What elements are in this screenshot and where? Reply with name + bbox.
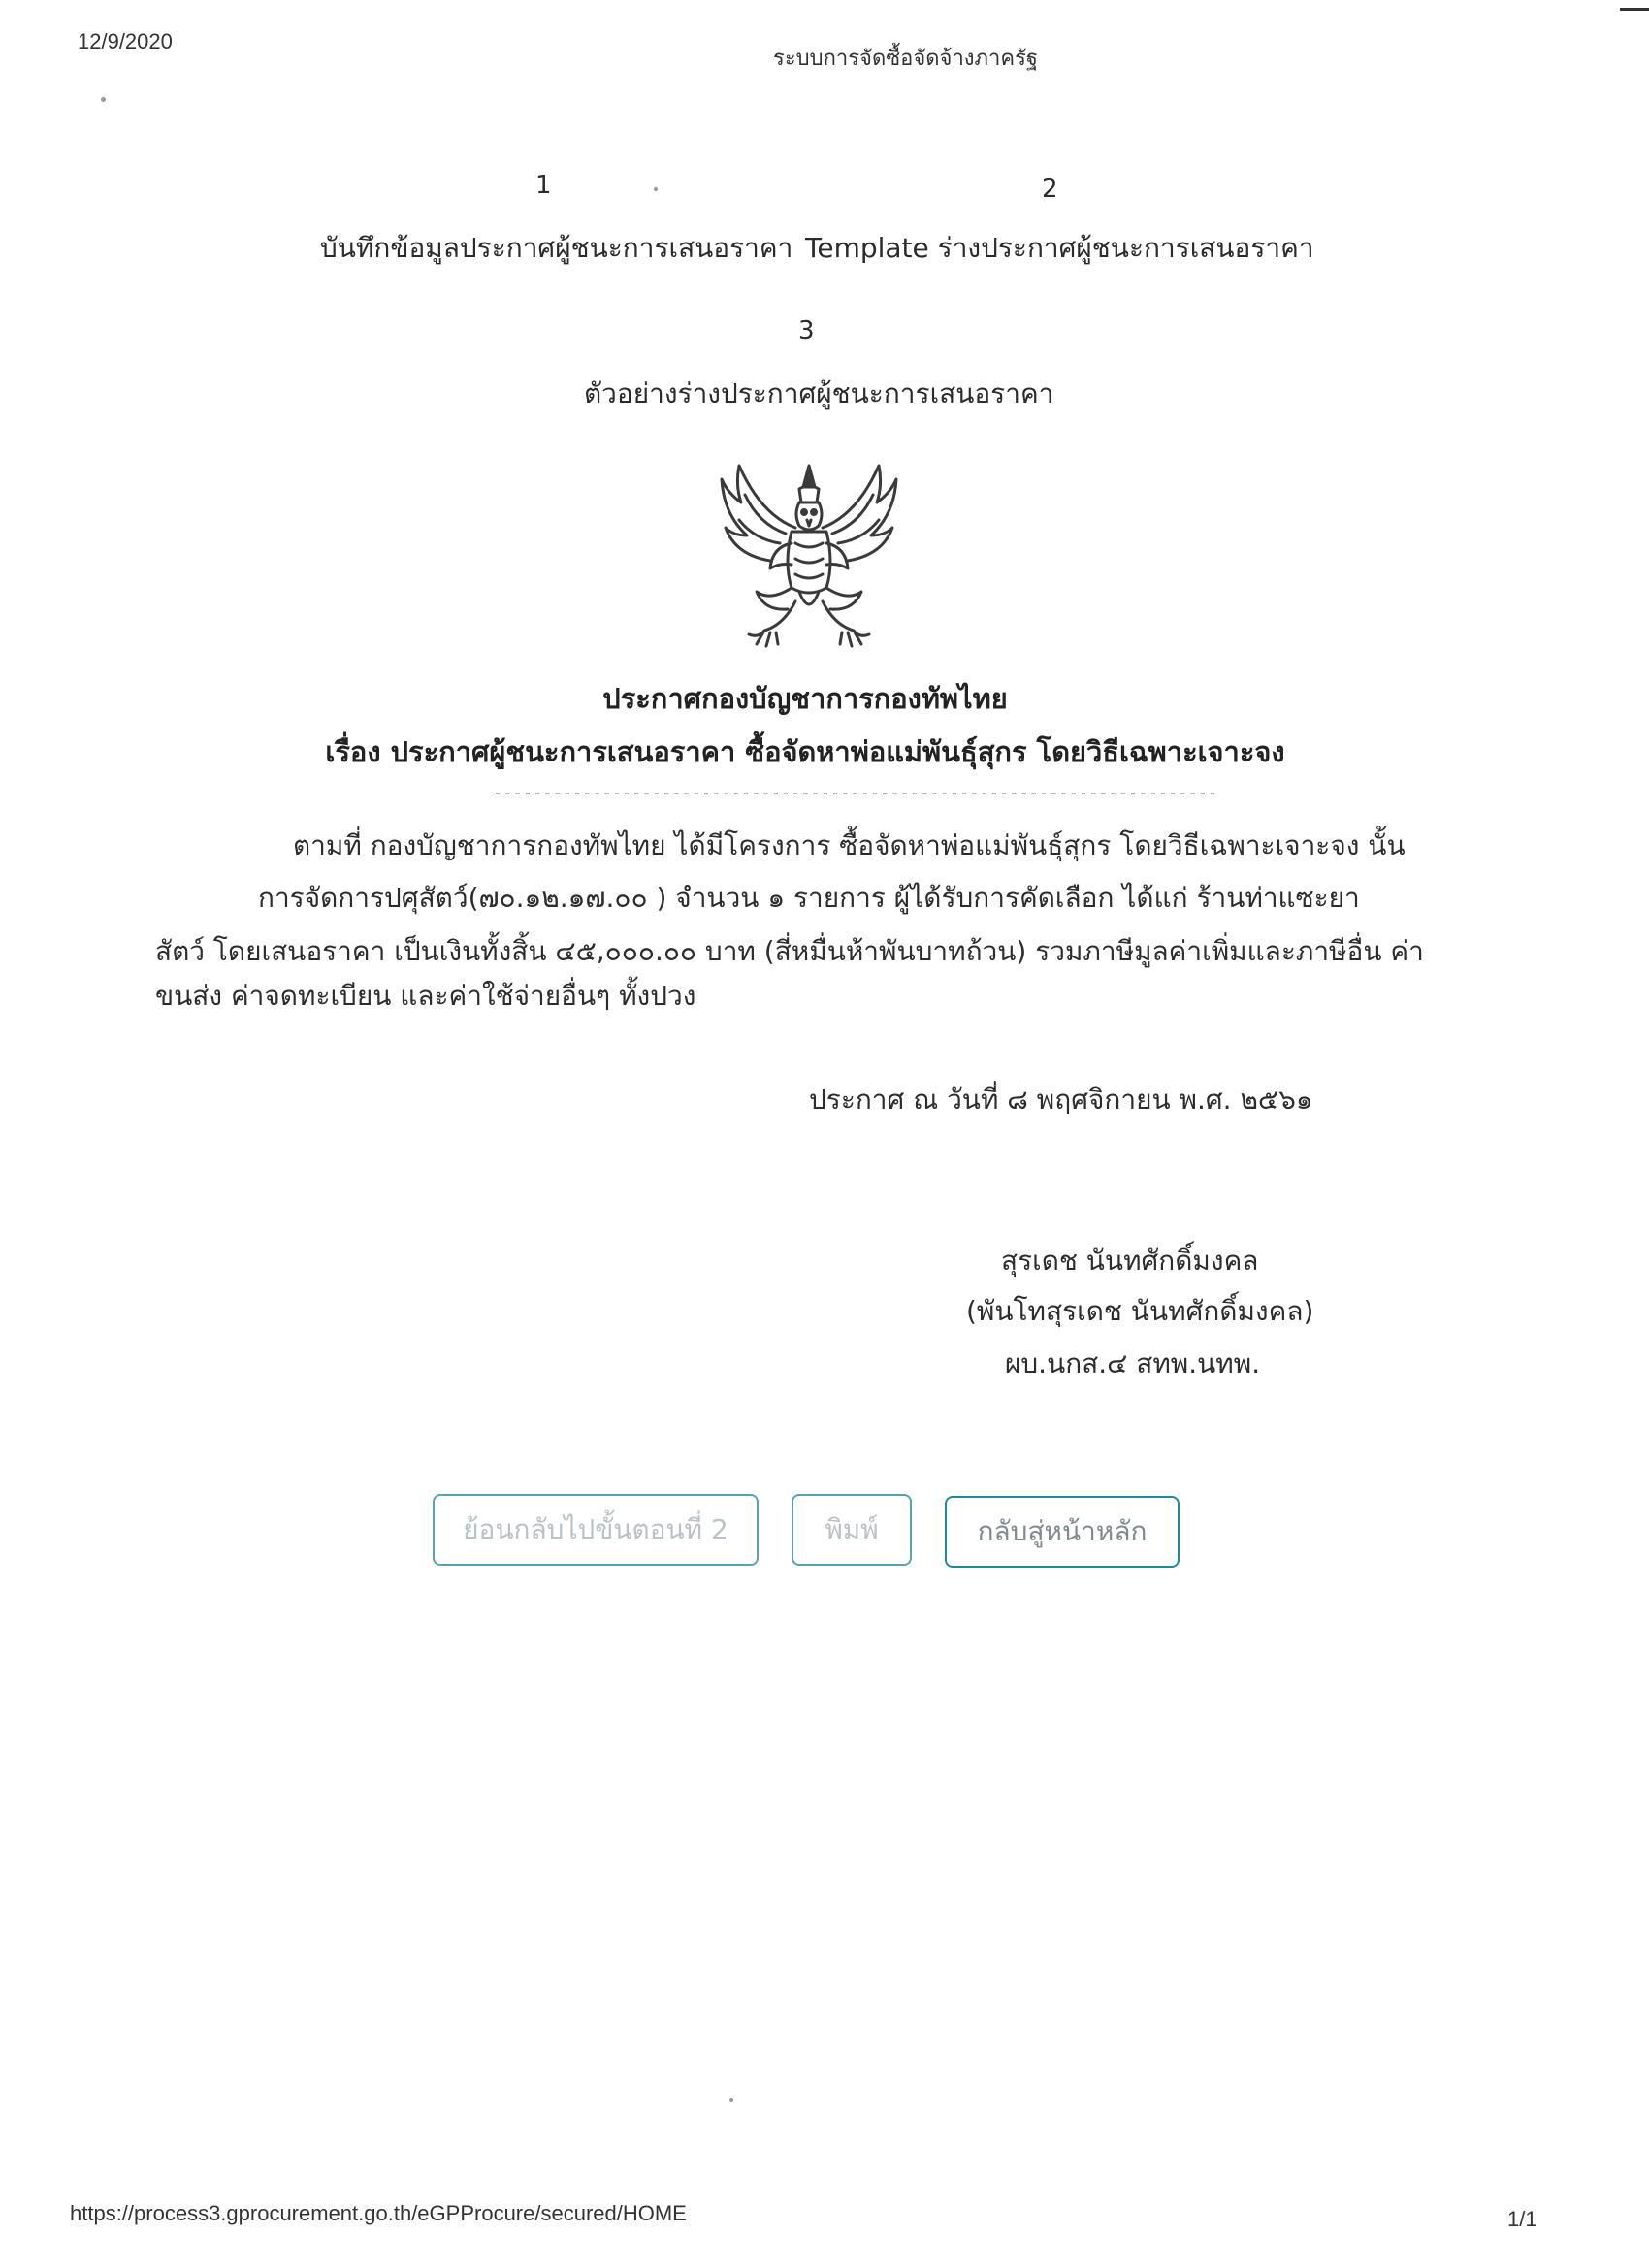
step-3-number: 3: [798, 316, 815, 345]
print-date: 12/9/2020: [78, 29, 173, 53]
step-1-label[interactable]: บันทึกข้อมูลประกาศผู้ชนะการเสนอราคา: [320, 232, 793, 264]
body-line-2: การจัดการปศุสัตว์(๗๐.๑๒.๑๗.๐๐ ) จำนวน ๑ รายการ ผู้ได้รับการคัดเลือก ได้แก่ ร้านท่าแซะยา: [258, 882, 1360, 914]
step-2-label[interactable]: Template ร่างประกาศผู้ชนะการเสนอราคา: [805, 232, 1314, 264]
step-2-number: 2: [1042, 175, 1058, 204]
site-title: ระบบการจัดซื้อจัดจ้างภาครัฐ: [773, 46, 1039, 70]
page-url: https://process3.gprocurement.go.th/eGPProcure/secured/HOME: [70, 2201, 687, 2225]
body-line-1: ตามที่ กองบัญชาการกองทัพไทย ได้มีโครงการ ซื้อจัดหาพ่อแม่พันธุ์สุกร โดยวิธีเฉพาะเจาะจง นั้น: [293, 829, 1406, 861]
step-1-number: 1: [535, 171, 552, 200]
scan-speck: [101, 97, 106, 102]
corner-mark: [1620, 8, 1649, 11]
home-button[interactable]: กลับสู่หน้าหลัก: [945, 1496, 1180, 1568]
back-to-step2-button[interactable]: ย้อนกลับไปขั้นตอนที่ 2: [433, 1494, 759, 1566]
print-button[interactable]: พิมพ์: [792, 1494, 912, 1566]
announce-date: ประกาศ ณ วันที่ ๘ พฤศจิกายน พ.ศ. ๒๕๖๑: [809, 1084, 1313, 1116]
signature-name: สุรเดช นันทศักดิ์มงคล: [1001, 1245, 1259, 1277]
scan-speck: [654, 187, 658, 191]
body-line-3: สัตว์ โดยเสนอราคา เป็นเงินทั้งสิ้น ๔๕,๐๐๐.๐๐ บาท (สี่หมื่นห้าพันบาทถ้วน) รวมภาษีมูลค่าเพิ่มและภาษีอื่น ค่า: [155, 935, 1424, 967]
garuda-emblem-icon: [702, 446, 916, 660]
step-3-label[interactable]: ตัวอย่างร่างประกาศผู้ชนะการเสนอราคา: [584, 377, 1054, 409]
announcement-agency: ประกาศกองบัญชาการกองทัพไทย: [602, 682, 1008, 715]
signature-full-name: (พันโทสุรเดช นันทศักดิ์มงคล): [966, 1295, 1314, 1327]
title-divider: -------------------------------------------------------------------------: [493, 784, 1218, 803]
signature-position: ผบ.นกส.๔ สทพ.นทพ.: [1005, 1347, 1261, 1379]
announcement-subject: เรื่อง ประกาศผู้ชนะการเสนอราคา ซื้อจัดหาพ่อแม่พันธุ์สุกร โดยวิธีเฉพาะเจาะจง: [325, 735, 1285, 768]
body-line-4: ขนส่ง ค่าจดทะเบียน และค่าใช้จ่ายอื่นๆ ทั้งปวง: [155, 980, 696, 1012]
page-count: 1/1: [1507, 2207, 1537, 2231]
scan-speck: [729, 2098, 733, 2102]
